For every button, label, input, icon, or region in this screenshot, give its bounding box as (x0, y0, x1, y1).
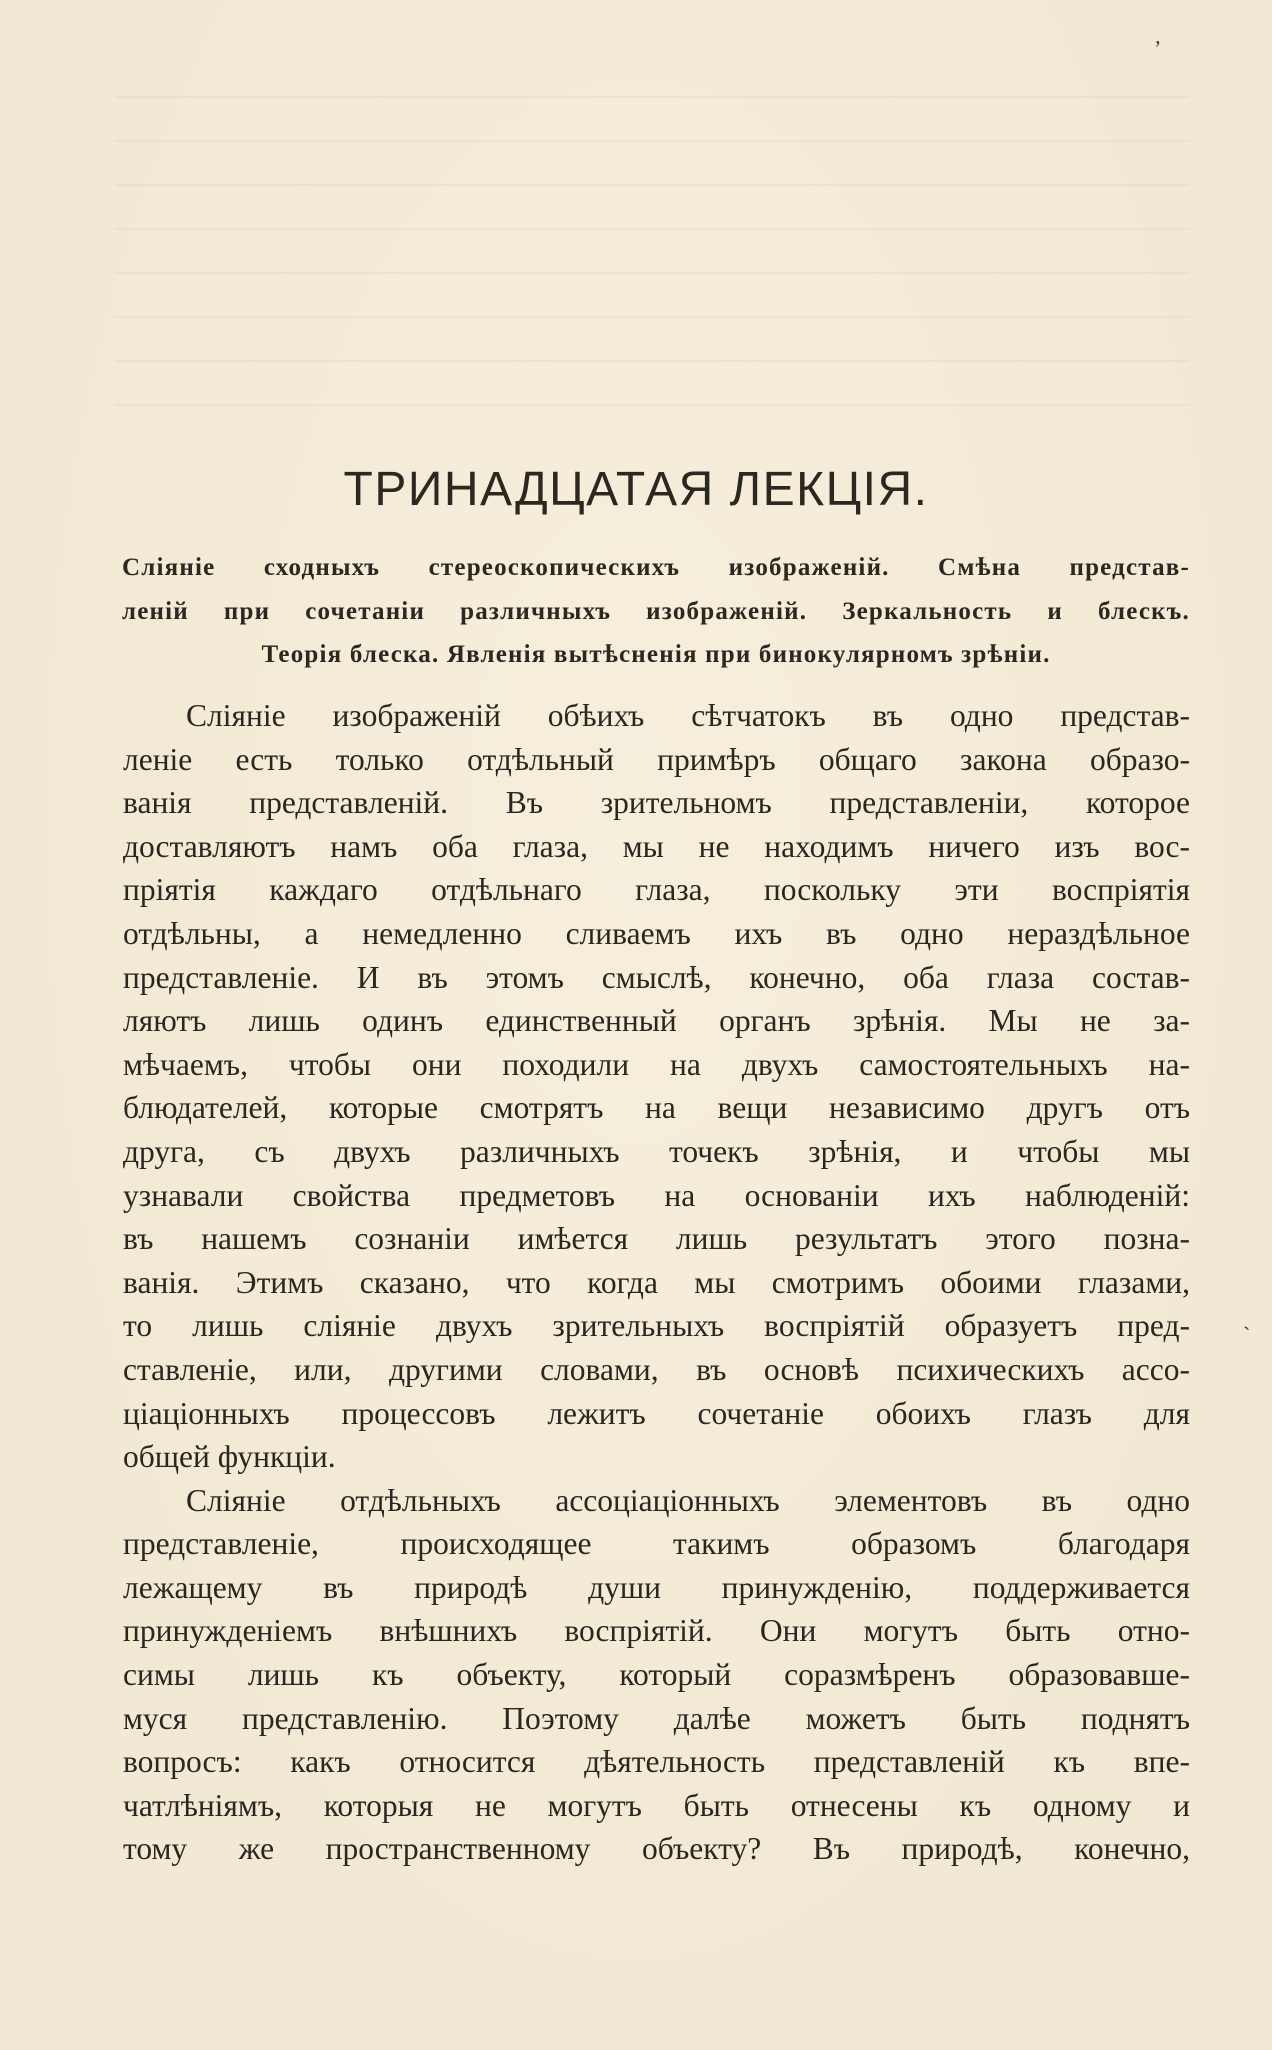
bleed-through-line (115, 228, 1190, 230)
text-line: чатлѣніямъ, которыя не могутъ быть отнесены къ одному и (123, 1787, 1190, 1823)
text-line: вопросъ: какъ относится дѣятельность представленій къ впе- (123, 1744, 1190, 1780)
text-line: симы лишь къ объекту, который соразмѣренъ образовавше- (123, 1657, 1190, 1693)
text-line: ванія представленій. Въ зрительномъ представленіи, которое (123, 785, 1190, 821)
bleed-through-line (115, 184, 1190, 186)
text-line: въ нашемъ сознаніи имѣется лишь результатъ этого позна- (123, 1221, 1190, 1257)
text-line: мѣчаемъ, чтобы они походили на двухъ самостоятельныхъ на- (123, 1046, 1190, 1082)
lecture-title: ТРИНАДЦАТАЯ ЛЕКЦІЯ. (343, 463, 929, 516)
text-line: леніе есть только отдѣльный примѣръ общаго закона образо- (123, 741, 1190, 777)
text-line: Сліяніе отдѣльныхъ ассоціаціонныхъ элементовъ въ одно (186, 1482, 1190, 1518)
paragraph-2 (123, 1479, 1190, 1871)
text-line: доставляютъ намъ оба глаза, мы не находимъ ничего изъ вос- (123, 828, 1190, 864)
text-line: отдѣльны, а немедленно сливаемъ ихъ въ одно нераздѣльное (123, 915, 1190, 951)
summary-line: Теорія блеска. Явленія вытѣсненія при бинокулярномъ зрѣніи. (261, 641, 1051, 669)
lecture-summary (122, 548, 1190, 674)
summary-line: Сліяніе сходныхъ стереоскопическихъ изображеній. Смѣна представ- (122, 554, 1190, 581)
text-line: общей функціи. (123, 1439, 336, 1475)
text-line: ванія. Этимъ сказано, что когда мы смотримъ обоими глазами, (123, 1264, 1190, 1300)
text-line: блюдателей, которые смотрятъ на вещи независимо другъ отъ (123, 1090, 1190, 1126)
text-line: узнавали свойства предметовъ на основаніи ихъ наблюденій: (123, 1177, 1190, 1213)
body-text (123, 694, 1190, 1871)
bleed-through-line (115, 96, 1190, 98)
text-line: ціаціонныхъ процессовъ лежитъ сочетаніе обоихъ глазъ для (123, 1395, 1190, 1431)
text-line: тому же пространственному объекту? Въ природѣ, конечно, (123, 1831, 1190, 1867)
text-line: представленіе. И въ этомъ смыслѣ, конечно, оба глаза состав- (123, 959, 1190, 995)
bleed-through-line (115, 316, 1190, 318)
text-line: представленіе, происходящее такимъ образомъ благодаря (123, 1526, 1190, 1562)
text-line: ляютъ лишь одинъ единственный органъ зрѣнія. Мы не за- (123, 1003, 1190, 1039)
text-line: Сліяніе изображеній обѣихъ сѣтчатокъ въ одно представ- (186, 698, 1190, 733)
print-speck: ʼ (1154, 36, 1162, 61)
paragraph-1 (123, 694, 1190, 1479)
text-line: ставленіе, или, другими словами, въ основѣ психическихъ ассо- (123, 1351, 1190, 1387)
print-speck: ˋ (1243, 1322, 1251, 1347)
text-line: пріятія каждаго отдѣльнаго глаза, поскольку эти воспріятія (123, 872, 1190, 908)
text-line: принужденіемъ внѣшнихъ воспріятій. Они могутъ быть отно- (123, 1613, 1190, 1649)
text-line: лежащему въ природѣ души принужденію, поддерживается (123, 1569, 1190, 1605)
bleed-through-line (115, 272, 1190, 274)
bleed-through-line (115, 140, 1190, 142)
text-line: друга, съ двухъ различныхъ точекъ зрѣнія, и чтобы мы (123, 1133, 1190, 1169)
text-line: то лишь сліяніе двухъ зрительныхъ воспріятій образуетъ пред- (123, 1308, 1190, 1344)
bleed-through-line (115, 404, 1190, 406)
summary-line: леній при сочетаніи различныхъ изображеній. Зеркальность и блескъ. (122, 597, 1190, 625)
text-line: муся представленію. Поэтому далѣе можетъ быть поднятъ (123, 1700, 1190, 1736)
bleed-through-line (115, 360, 1190, 362)
